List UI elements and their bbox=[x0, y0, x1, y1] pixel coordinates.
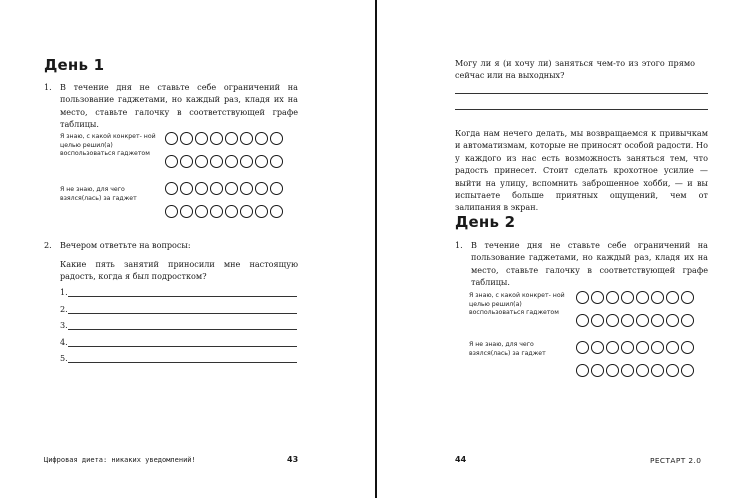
answer-line-1[interactable]: 1. bbox=[60, 287, 68, 297]
item-number: 1. bbox=[455, 240, 463, 250]
checkbox-circle[interactable] bbox=[255, 182, 268, 195]
checkbox-circle[interactable] bbox=[255, 155, 268, 168]
tracker-row1b bbox=[576, 314, 694, 327]
checkbox-circle[interactable] bbox=[591, 364, 604, 377]
tracker-row2b bbox=[576, 364, 694, 377]
answer-line-3[interactable]: 3. bbox=[60, 320, 68, 330]
checkbox-circle[interactable] bbox=[255, 132, 268, 145]
tracker-row1a bbox=[576, 291, 694, 304]
checkbox-circle[interactable] bbox=[621, 364, 634, 377]
item-text: В течение дня не ставьте себе ограничений на пользование гаджетами, но каждый раз, кладя их на место, ставьте галочку в соответствующей графе таблицы. bbox=[60, 82, 298, 130]
checkbox-circle[interactable] bbox=[576, 364, 589, 377]
checkbox-circle[interactable] bbox=[210, 155, 223, 168]
checkbox-circle[interactable] bbox=[210, 132, 223, 145]
answer-blank-line-1[interactable] bbox=[455, 93, 708, 94]
checkbox-circle[interactable] bbox=[180, 155, 193, 168]
checkbox-circle[interactable] bbox=[651, 341, 664, 354]
tracker-row2a bbox=[576, 341, 694, 354]
day-1-item-2 bbox=[44, 239, 298, 251]
checkbox-circle[interactable] bbox=[651, 291, 664, 304]
answer-line-5[interactable]: 5. bbox=[60, 353, 68, 363]
checkbox-circle[interactable] bbox=[681, 364, 694, 377]
checkbox-circle[interactable] bbox=[240, 155, 253, 168]
checkbox-circle[interactable] bbox=[636, 341, 649, 354]
checkbox-circle[interactable] bbox=[180, 132, 193, 145]
tracker-row1b bbox=[165, 155, 283, 168]
checkbox-circle[interactable] bbox=[636, 364, 649, 377]
right-page bbox=[377, 0, 750, 498]
day-1-item-1 bbox=[44, 81, 298, 131]
checkbox-circle[interactable] bbox=[240, 182, 253, 195]
checkbox-circle[interactable] bbox=[681, 314, 694, 327]
checkbox-circle[interactable] bbox=[681, 341, 694, 354]
checkbox-circle[interactable] bbox=[606, 314, 619, 327]
checkbox-circle[interactable] bbox=[621, 341, 634, 354]
checkbox-circle[interactable] bbox=[681, 291, 694, 304]
answer-line-2[interactable]: 2. bbox=[60, 304, 68, 314]
checkbox-circle[interactable] bbox=[180, 205, 193, 218]
checkbox-circle[interactable] bbox=[165, 132, 178, 145]
checkbox-circle[interactable] bbox=[621, 291, 634, 304]
tracker-row2-label: Я не знаю, для чего взялся(лась) за гаджет bbox=[60, 186, 137, 202]
checkbox-circle[interactable] bbox=[165, 205, 178, 218]
checkbox-circle[interactable] bbox=[606, 291, 619, 304]
answer-line-4[interactable]: 4. bbox=[60, 337, 68, 347]
item-text: Вечером ответьте на вопросы: bbox=[60, 240, 191, 250]
day-2-title: День 2 bbox=[455, 213, 516, 231]
checkbox-circle[interactable] bbox=[225, 155, 238, 168]
checkbox-circle[interactable] bbox=[240, 132, 253, 145]
checkbox-circle[interactable] bbox=[636, 314, 649, 327]
tracker-row1-label: Я знаю, с какой конкрет- ной целью решил(а) воспользоваться гаджетом bbox=[60, 133, 156, 158]
checkbox-circle[interactable] bbox=[666, 364, 679, 377]
checkbox-circle[interactable] bbox=[666, 291, 679, 304]
tracker-row2-label: Я не знаю, для чего взялся(лась) за гаджет bbox=[469, 341, 546, 357]
checkbox-circle[interactable] bbox=[225, 132, 238, 145]
checkbox-circle[interactable] bbox=[255, 205, 268, 218]
item-text: В течение дня не ставьте себе ограничений на пользование гаджетами, но каждый раз, кладя их на место, ставьте галочку в соответствующей графе таблицы. bbox=[471, 240, 708, 288]
checkbox-circle[interactable] bbox=[666, 341, 679, 354]
running-footer-title: Цифровая диета: никаких уведомлений! bbox=[44, 456, 196, 464]
checkbox-circle[interactable] bbox=[195, 182, 208, 195]
checkbox-circle[interactable] bbox=[270, 132, 283, 145]
running-footer-title: РЕСТАРТ 2.0 bbox=[650, 456, 702, 465]
question-teen-joys: Какие пять занятий приносили мне настоящую радость, когда я был подростком? bbox=[60, 259, 298, 282]
checkbox-circle[interactable] bbox=[591, 314, 604, 327]
page-number: 44 bbox=[455, 455, 467, 464]
checkbox-circle[interactable] bbox=[621, 314, 634, 327]
tracker-row2b bbox=[165, 205, 283, 218]
question-now-or-weekend: Могу ли я (и хочу ли) заняться чем-то из этого прямо сейчас или на выходных? bbox=[455, 58, 695, 81]
checkbox-circle[interactable] bbox=[576, 291, 589, 304]
checkbox-circle[interactable] bbox=[591, 341, 604, 354]
checkbox-circle[interactable] bbox=[210, 182, 223, 195]
answer-blank-line-2[interactable] bbox=[455, 109, 708, 110]
tracker-row1a bbox=[165, 132, 283, 145]
checkbox-circle[interactable] bbox=[270, 182, 283, 195]
checkbox-circle[interactable] bbox=[591, 291, 604, 304]
item-number: 1. bbox=[44, 82, 52, 92]
checkbox-circle[interactable] bbox=[606, 364, 619, 377]
checkbox-circle[interactable] bbox=[165, 182, 178, 195]
day-2-item-1 bbox=[455, 239, 708, 289]
checkbox-circle[interactable] bbox=[606, 341, 619, 354]
checkbox-circle[interactable] bbox=[225, 182, 238, 195]
checkbox-circle[interactable] bbox=[666, 314, 679, 327]
checkbox-circle[interactable] bbox=[270, 205, 283, 218]
checkbox-circle[interactable] bbox=[636, 291, 649, 304]
tracker-row1-label: Я знаю, с какой конкрет- ной целью решил(а) воспользоваться гаджетом bbox=[469, 292, 565, 317]
page-number: 43 bbox=[287, 455, 299, 464]
checkbox-circle[interactable] bbox=[270, 155, 283, 168]
checkbox-circle[interactable] bbox=[225, 205, 238, 218]
checkbox-circle[interactable] bbox=[576, 314, 589, 327]
item-number: 2. bbox=[44, 240, 52, 250]
checkbox-circle[interactable] bbox=[240, 205, 253, 218]
checkbox-circle[interactable] bbox=[651, 364, 664, 377]
checkbox-circle[interactable] bbox=[195, 205, 208, 218]
checkbox-circle[interactable] bbox=[210, 205, 223, 218]
checkbox-circle[interactable] bbox=[180, 182, 193, 195]
checkbox-circle[interactable] bbox=[576, 341, 589, 354]
tracker-row2a bbox=[165, 182, 283, 195]
checkbox-circle[interactable] bbox=[165, 155, 178, 168]
checkbox-circle[interactable] bbox=[195, 155, 208, 168]
day-1-title: День 1 bbox=[44, 56, 105, 74]
body-paragraph: Когда нам нечего делать, мы возвращаемся к привычкам и автоматизмам, которые не приносят особой радости. Но у каждого из нас есть возможность заняться тем, что радость принесет. Стоит сделать крохотное усилие — выйти на улицу, вспомнить заброшенное хобби, — и вы испытаете больше приятных ощущений, чем от залипания в экран. bbox=[455, 128, 708, 213]
checkbox-circle[interactable] bbox=[651, 314, 664, 327]
checkbox-circle[interactable] bbox=[195, 132, 208, 145]
